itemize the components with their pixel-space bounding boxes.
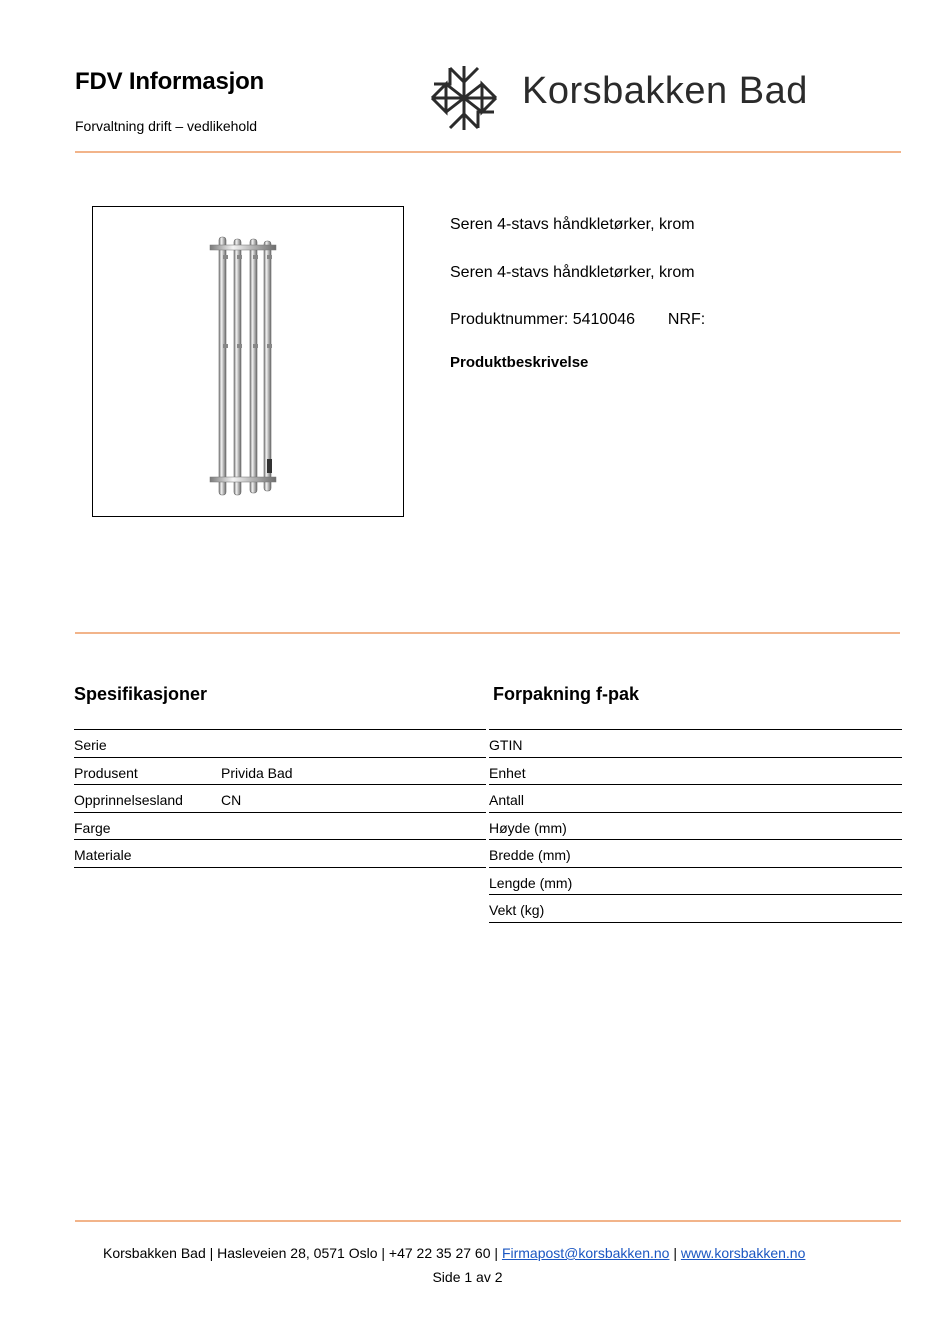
packaging-key: Antall bbox=[489, 792, 525, 808]
footer-company: Korsbakken Bad bbox=[103, 1245, 206, 1261]
footer-separator: | bbox=[494, 1245, 499, 1261]
packaging-title: Forpakning f-pak bbox=[493, 684, 640, 704]
spec-key: Farge bbox=[74, 819, 111, 836]
table-row bbox=[74, 813, 486, 841]
table-row bbox=[74, 840, 486, 868]
header-divider bbox=[75, 151, 901, 153]
table-row bbox=[489, 785, 902, 813]
page-subtitle: Forvaltning drift – vedlikehold bbox=[75, 118, 258, 134]
table-row bbox=[74, 785, 486, 813]
product-image bbox=[92, 206, 404, 517]
table-row bbox=[489, 840, 902, 868]
product-number-value: 5410046 bbox=[572, 311, 636, 328]
footer-address: Hasleveien 28, 0571 Oslo bbox=[217, 1245, 378, 1261]
spec-key: Materiale bbox=[74, 847, 132, 863]
product-number-label: Produktnummer: bbox=[450, 311, 569, 328]
section-divider bbox=[75, 632, 900, 634]
spec-value: Privida Bad bbox=[221, 764, 293, 781]
table-row bbox=[489, 895, 902, 923]
spec-key: Serie bbox=[74, 737, 107, 753]
packaging-table bbox=[489, 729, 902, 923]
footer-contact bbox=[103, 1245, 805, 1261]
product-description-heading: Produktbeskrivelse bbox=[450, 354, 589, 371]
table-row bbox=[74, 758, 486, 786]
product-name: Seren 4-stavs håndkletørker, krom bbox=[450, 216, 695, 233]
product-description-line: Seren 4-stavs håndkletørker, krom bbox=[450, 264, 695, 281]
packaging-key: Enhet bbox=[489, 764, 526, 781]
table-row bbox=[74, 730, 486, 758]
spec-key: Produsent bbox=[74, 764, 138, 781]
packaging-key: Høyde (mm) bbox=[489, 819, 567, 836]
product-number-row bbox=[450, 311, 705, 329]
specs-title: Spesifikasjoner bbox=[74, 684, 208, 704]
table-row bbox=[489, 730, 902, 758]
packaging-key: GTIN bbox=[489, 737, 523, 753]
table-row bbox=[489, 868, 902, 896]
footer-separator: | bbox=[381, 1245, 386, 1261]
packaging-key: Vekt (kg) bbox=[489, 902, 545, 918]
table-row bbox=[489, 813, 902, 841]
footer-separator: | bbox=[673, 1245, 677, 1261]
specs-table bbox=[74, 729, 486, 868]
logo-text: Korsbakken Bad bbox=[522, 70, 808, 112]
footer-email-link[interactable]: Firmapost@korsbakken.no bbox=[501, 1245, 670, 1261]
footer-separator: | bbox=[209, 1245, 214, 1261]
company-logo bbox=[428, 62, 838, 134]
footer-divider bbox=[75, 1220, 901, 1222]
table-row bbox=[489, 758, 902, 786]
footer-website-link[interactable]: www.korsbakken.no bbox=[680, 1245, 806, 1261]
spec-value: CN bbox=[221, 792, 242, 808]
packaging-key: Bredde (mm) bbox=[489, 847, 571, 863]
nrf-label: NRF: bbox=[667, 311, 706, 328]
page-title: FDV Informasjon bbox=[75, 68, 265, 95]
packaging-key: Lengde (mm) bbox=[489, 874, 573, 891]
page-number: Side 1 av 2 bbox=[432, 1269, 503, 1285]
footer-phone: +47 22 35 27 60 bbox=[388, 1245, 491, 1261]
towel-warmer-illustration bbox=[93, 207, 403, 516]
korsbakken-star-icon bbox=[428, 62, 500, 134]
spec-key: Opprinnelsesland bbox=[74, 792, 183, 808]
